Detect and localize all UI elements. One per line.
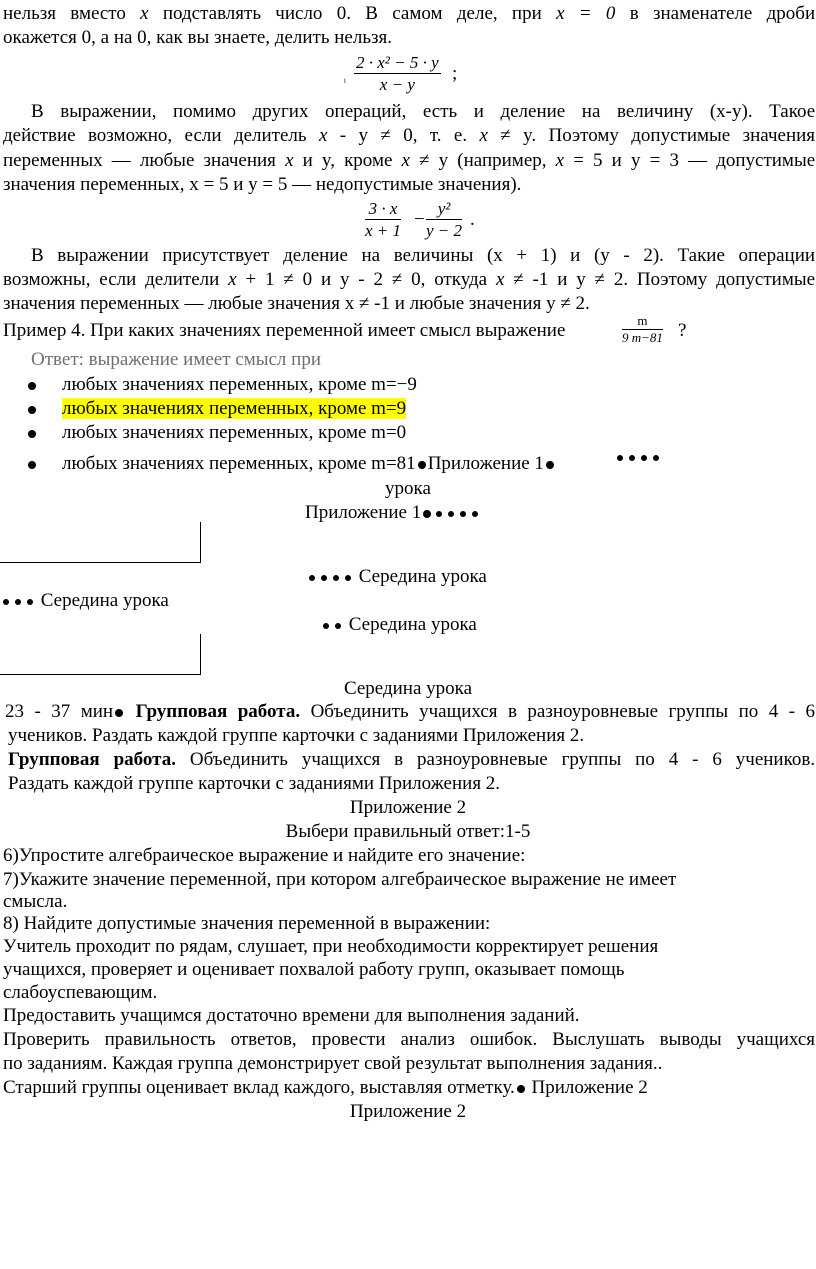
word: — bbox=[688, 150, 708, 171]
word: 3 bbox=[669, 150, 679, 171]
dot-icon bbox=[653, 455, 659, 461]
para3-line2 bbox=[3, 269, 815, 291]
word: учащихся bbox=[736, 1029, 816, 1050]
appendix2-inline: Приложение 2 bbox=[531, 1077, 648, 1098]
word: Такие bbox=[677, 245, 725, 266]
word: если bbox=[99, 269, 137, 290]
dot-icon bbox=[546, 461, 554, 469]
dot-icon bbox=[517, 1085, 525, 1093]
example4-suffix: ? bbox=[678, 320, 687, 341]
bullet-icon bbox=[28, 382, 36, 390]
word: действие bbox=[3, 125, 76, 146]
empty-box bbox=[0, 634, 201, 675]
word: переменных bbox=[3, 150, 103, 171]
word: 1 bbox=[264, 269, 275, 290]
word: x bbox=[318, 125, 328, 146]
word: - bbox=[358, 269, 365, 290]
word: x bbox=[555, 150, 565, 171]
word: 2 bbox=[373, 269, 383, 290]
word: деление bbox=[500, 101, 566, 122]
task-6: 6)Упростите алгебраическое выражение и найдите его значение: bbox=[3, 845, 526, 866]
word: и bbox=[557, 269, 568, 290]
example4-frac-num: m bbox=[622, 313, 663, 330]
appendix1-center bbox=[305, 502, 481, 524]
word: - bbox=[692, 749, 699, 770]
word: допустимые bbox=[631, 125, 731, 146]
dot-icon bbox=[335, 623, 341, 629]
dot-icon bbox=[418, 461, 426, 469]
word: 4 bbox=[668, 749, 679, 770]
word: ≠ bbox=[380, 125, 391, 146]
word: выражении bbox=[57, 245, 149, 266]
word: других bbox=[252, 101, 309, 122]
answer-prompt: Ответ: выражение имеет смысл при bbox=[31, 349, 321, 370]
word: (например, bbox=[457, 150, 547, 171]
option-4[interactable] bbox=[62, 453, 556, 475]
bullet-icon bbox=[28, 430, 36, 438]
group-work2-text bbox=[190, 749, 815, 770]
word: допустимые bbox=[716, 269, 816, 290]
formula1-suffix: ; bbox=[452, 63, 458, 84]
check-line1 bbox=[3, 1029, 815, 1051]
word: y bbox=[438, 150, 449, 171]
word: Такое bbox=[769, 101, 816, 122]
dot-icon bbox=[629, 455, 635, 461]
word: и bbox=[302, 150, 313, 171]
word: правильность bbox=[104, 1029, 216, 1050]
word: Объединить bbox=[189, 749, 288, 770]
teacher-line2: учащихся, проверяет и оценивает похвалой работу групп, оказывает помощь bbox=[3, 959, 625, 980]
word: операций, bbox=[325, 101, 407, 122]
formula2-den1: x + 1 bbox=[365, 221, 402, 240]
dot-icon bbox=[115, 709, 123, 717]
word: дроби bbox=[766, 3, 816, 24]
dot-icon bbox=[323, 623, 329, 629]
word: 0. bbox=[336, 3, 351, 24]
dot-icon bbox=[448, 511, 454, 517]
word: кроме bbox=[344, 150, 393, 171]
word: ≠ bbox=[283, 269, 294, 290]
para3-line1 bbox=[31, 245, 815, 267]
word: 0 bbox=[302, 269, 313, 290]
word: ≠ bbox=[513, 269, 524, 290]
group-work-text1: Объединить учащихся в разноуровневые группы по 4 - 6 bbox=[310, 701, 816, 722]
word: возможны, bbox=[3, 269, 91, 290]
word: есть bbox=[422, 101, 458, 122]
dot-icon bbox=[436, 511, 442, 517]
empty-box bbox=[0, 522, 201, 563]
formula1-denominator: x − y bbox=[379, 75, 415, 94]
word: x bbox=[495, 269, 505, 290]
word: разноуровневые bbox=[417, 749, 548, 770]
formula2-frac1 bbox=[365, 198, 401, 241]
word: x bbox=[285, 150, 294, 171]
word: x bbox=[140, 3, 149, 24]
word: (x bbox=[486, 245, 503, 266]
word: и bbox=[570, 245, 581, 266]
word: ≠ bbox=[391, 269, 403, 290]
task-7: 7)Укажите значение переменной, при котором алгебраическое выражение не имеет bbox=[3, 869, 677, 890]
word: Поэтому bbox=[636, 269, 708, 290]
word: на bbox=[581, 101, 601, 122]
word: + bbox=[245, 269, 257, 290]
senior-text: Старший группы оценивает вклад каждого, выставляя отметку. bbox=[3, 1077, 515, 1098]
example4-fraction bbox=[622, 313, 663, 346]
middle-of-lesson bbox=[0, 590, 169, 612]
dot-icon bbox=[333, 575, 339, 581]
word: откуда bbox=[434, 269, 488, 290]
group-work-title: Групповая работа. bbox=[135, 701, 301, 722]
formula2-num1: 3 · x bbox=[365, 198, 401, 220]
middle-of-lesson-label: Середина урока bbox=[348, 614, 477, 635]
lesson-word: урока bbox=[385, 478, 431, 499]
word: учеников. bbox=[735, 749, 816, 770]
word: y. bbox=[523, 125, 537, 146]
middle-of-lesson: Середина урока bbox=[343, 678, 473, 699]
word: делители bbox=[145, 269, 220, 290]
word: любые bbox=[139, 150, 195, 171]
formula1-prefix: ₗ bbox=[344, 75, 346, 86]
word: В bbox=[365, 3, 378, 24]
option-4-label: любых значениях переменных, кроме m=81 bbox=[62, 453, 416, 474]
word: x bbox=[228, 269, 237, 290]
word: - bbox=[339, 125, 347, 146]
word: В bbox=[31, 245, 44, 266]
word: по bbox=[635, 749, 655, 770]
word: нельзя bbox=[3, 3, 56, 24]
word: анализ bbox=[400, 1029, 455, 1050]
para2-line1 bbox=[31, 101, 815, 123]
option-1[interactable]: любых значениях переменных, кроме m=−9 bbox=[62, 374, 417, 395]
check-line2: по заданиям. Каждая группа демонстрирует свой результат выполнения задания.. bbox=[3, 1053, 663, 1074]
dot-icon bbox=[345, 575, 351, 581]
group-work2-line2: Раздать каждой группе карточки с заданиями Приложения 2. bbox=[8, 773, 501, 794]
appendix1-center-label: Приложение 1 bbox=[305, 502, 422, 523]
word: x bbox=[479, 125, 488, 146]
word: при bbox=[511, 3, 542, 24]
word: в bbox=[394, 749, 404, 770]
word: помимо bbox=[173, 101, 237, 122]
word: на bbox=[361, 245, 381, 266]
group-work-time: 23 - 37 мин bbox=[5, 701, 114, 722]
word: = bbox=[649, 150, 661, 171]
word: (y bbox=[593, 245, 610, 266]
dot-icon bbox=[27, 599, 33, 605]
formula2-frac2 bbox=[426, 198, 462, 241]
word: Поэтому bbox=[548, 125, 619, 146]
word: в bbox=[629, 3, 639, 24]
choose-answer: Выбери правильный ответ:1-5 bbox=[285, 821, 531, 842]
word: -1 bbox=[532, 269, 549, 290]
word: группы bbox=[561, 749, 622, 770]
word: присутствует bbox=[162, 245, 270, 266]
appendix2-title: Приложение 2 bbox=[349, 797, 467, 818]
word: x bbox=[401, 150, 410, 171]
word: возможно, bbox=[87, 125, 173, 146]
word: ≠ bbox=[419, 150, 430, 171]
formula2-op: − bbox=[414, 209, 425, 230]
word: 0, bbox=[403, 125, 418, 146]
word: самом bbox=[392, 3, 443, 24]
word: выражении, bbox=[60, 101, 157, 122]
word: Проверить bbox=[3, 1029, 90, 1050]
appendix1-inline: Приложение 1 bbox=[427, 453, 544, 474]
task-7-cont: смысла. bbox=[3, 891, 68, 912]
word: подставлять bbox=[162, 3, 261, 24]
middle-of-lesson bbox=[306, 566, 487, 588]
middle-of-lesson-label: Середина урока bbox=[358, 566, 487, 587]
word: x = 0 bbox=[556, 3, 616, 24]
senior-line bbox=[3, 1077, 648, 1099]
formula1 bbox=[354, 52, 441, 95]
word: - bbox=[623, 245, 630, 266]
group-work-line2: учеников. Раздать каждой группе карточки с заданиями Приложения 2. bbox=[8, 725, 585, 746]
task-8: 8) Найдите допустимые значения переменной в выражении: bbox=[3, 913, 491, 934]
word: если bbox=[184, 125, 222, 146]
formula2-suffix: . bbox=[470, 209, 475, 230]
para3-line3: значения переменных — любые значения x ≠ -1 и любые значения y ≠ 2. bbox=[3, 293, 590, 314]
word: 2). bbox=[643, 245, 664, 266]
word: + bbox=[516, 245, 528, 266]
para1-line1 bbox=[3, 3, 815, 25]
group-work2-line1 bbox=[8, 749, 815, 771]
middle-of-lesson-label: Середина урока bbox=[40, 590, 169, 611]
formula2-num2: y² bbox=[426, 198, 462, 220]
word: и bbox=[611, 150, 622, 171]
word: ≠ bbox=[594, 269, 605, 290]
word: y bbox=[630, 150, 641, 171]
dot-icon bbox=[3, 599, 9, 605]
word: величину bbox=[616, 101, 694, 122]
word: 2. bbox=[613, 269, 629, 290]
teacher-line3: слабоуспевающим. bbox=[3, 982, 158, 1003]
word: деление bbox=[283, 245, 348, 266]
example4-text: Пример 4. При каких значениях переменной имеет смысл выражение bbox=[3, 320, 566, 341]
formula1-numerator: 2 · x² − 5 · y bbox=[356, 53, 439, 72]
word: операции bbox=[738, 245, 816, 266]
para2-line3 bbox=[3, 150, 815, 172]
bullet-icon bbox=[28, 461, 36, 469]
option-3[interactable]: любых значениях переменных, кроме m=0 bbox=[62, 422, 407, 443]
word: знаменателе bbox=[652, 3, 753, 24]
word: ошибок. bbox=[469, 1029, 538, 1050]
word: и bbox=[320, 269, 332, 290]
dot-icon bbox=[309, 575, 315, 581]
dot-icon bbox=[423, 510, 431, 518]
formula2-den2: y − 2 bbox=[426, 221, 463, 240]
word: 5 bbox=[593, 150, 603, 171]
word: допустимые bbox=[716, 150, 816, 171]
word: значения bbox=[742, 125, 816, 146]
word: (x-y). bbox=[709, 101, 753, 122]
dot-icon bbox=[617, 455, 623, 461]
word: y bbox=[358, 125, 369, 146]
word: y, bbox=[321, 150, 335, 171]
middle-of-lesson bbox=[320, 614, 477, 636]
para2-line2 bbox=[3, 125, 815, 147]
dot-icon bbox=[472, 511, 478, 517]
dot-icon bbox=[15, 599, 21, 605]
provide-time: Предоставить учащимся достаточно времени для выполнения заданий. bbox=[3, 1005, 580, 1026]
word: Выслушать bbox=[552, 1029, 645, 1050]
word: = bbox=[573, 150, 584, 171]
word: провести bbox=[311, 1029, 386, 1050]
appendix2-bottom: Приложение 2 bbox=[349, 1101, 467, 1122]
word: выводы bbox=[659, 1029, 722, 1050]
dot-icon bbox=[460, 511, 466, 517]
group-work2-title: Групповая работа. bbox=[8, 749, 176, 770]
word: т. bbox=[429, 125, 442, 146]
word: е. bbox=[453, 125, 468, 146]
word: учащихся bbox=[301, 749, 381, 770]
word: величины bbox=[393, 245, 474, 266]
word: В bbox=[31, 101, 44, 122]
word: y bbox=[339, 269, 350, 290]
word: y bbox=[576, 269, 586, 290]
para1-line2: окажется 0, а на 0, как вы знаете, делить нельзя. bbox=[3, 27, 393, 48]
word: 6 bbox=[712, 749, 722, 770]
option-2[interactable] bbox=[62, 398, 406, 420]
word: ответов, bbox=[230, 1029, 297, 1050]
dot-icon bbox=[641, 455, 647, 461]
option-2-label: любых значениях переменных, кроме m=9 bbox=[62, 398, 407, 419]
word: и bbox=[473, 101, 484, 122]
dot-icon bbox=[321, 575, 327, 581]
group-work-line1 bbox=[5, 701, 815, 723]
word: ≠ bbox=[500, 125, 511, 146]
para2-line4: значения переменных, x = 5 и y = 5 — недопустимые значения). bbox=[3, 174, 522, 195]
bullet-icon bbox=[28, 406, 36, 414]
word: 0, bbox=[411, 269, 426, 290]
word: число bbox=[275, 3, 323, 24]
word: — bbox=[111, 150, 131, 171]
teacher-line1: Учитель проходит по рядам, слушает, при необходимости корректирует решения bbox=[3, 936, 659, 957]
dots-row bbox=[614, 446, 662, 468]
word: деле, bbox=[456, 3, 498, 24]
word: вместо bbox=[70, 3, 126, 24]
word: делитель bbox=[233, 125, 307, 146]
word: значения bbox=[203, 150, 276, 171]
example4-frac-den: 9 m−81 bbox=[622, 330, 663, 345]
word: 1) bbox=[540, 245, 557, 266]
